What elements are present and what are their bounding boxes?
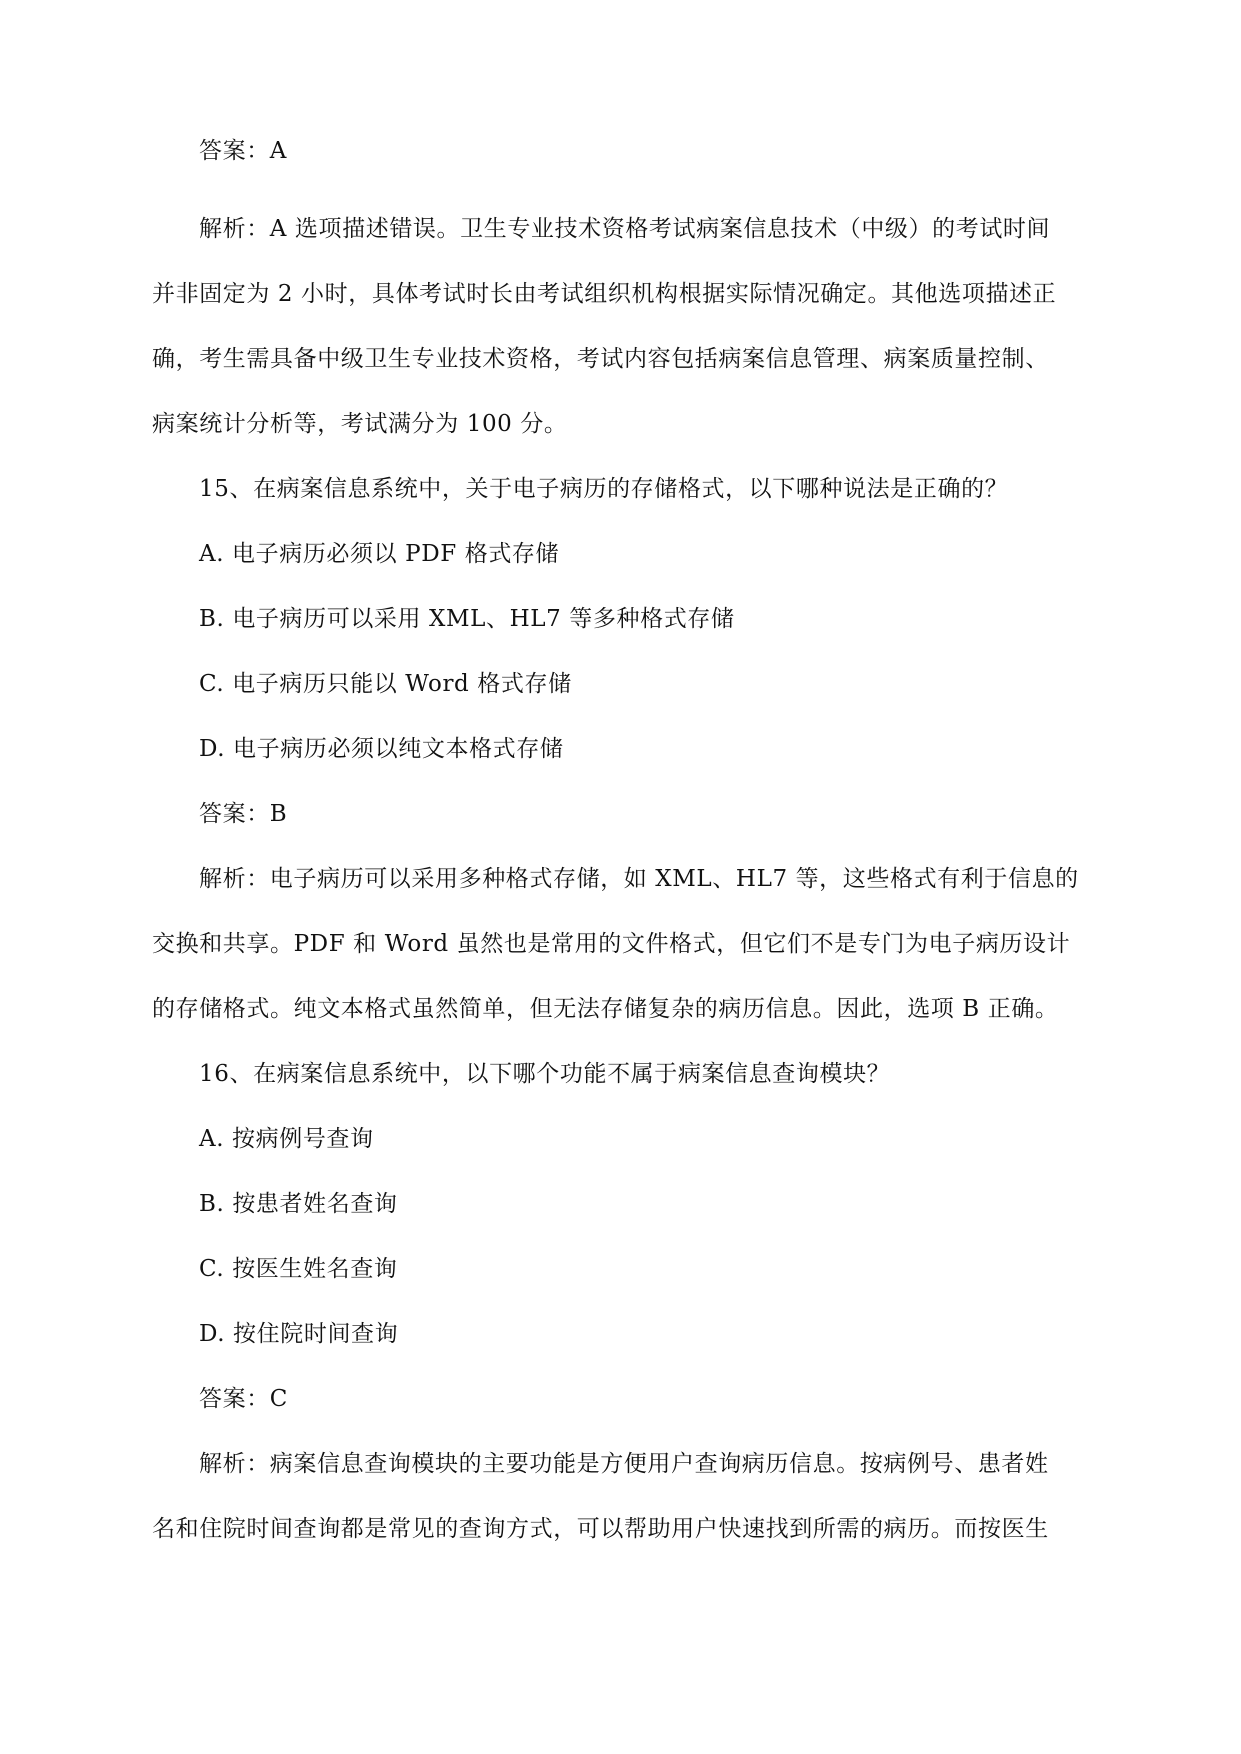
q16-option-b: B. 按患者姓名查询 — [199, 1191, 398, 1217]
q15-answer: 答案：B — [199, 801, 288, 827]
q16-analysis-line-2: 名和住院时间查询都是常见的查询方式，可以帮助用户快速找到所需的病历。而按医生 — [152, 1516, 1049, 1542]
q16-question: 16、在病案信息系统中，以下哪个功能不属于病案信息查询模块？ — [199, 1061, 891, 1087]
q16-option-c: C. 按医生姓名查询 — [199, 1256, 398, 1282]
q15-option-d: D. 电子病历必须以纯文本格式存储 — [199, 736, 564, 762]
q14-answer: 答案：A — [199, 138, 288, 164]
q16-answer: 答案：C — [199, 1386, 288, 1412]
q15-analysis-line-1: 解析：电子病历可以采用多种格式存储，如 XML、HL7 等，这些格式有利于信息的 — [199, 866, 1079, 892]
q15-analysis-line-3: 的存储格式。纯文本格式虽然简单，但无法存储复杂的病历信息。因此，选项 B 正确。 — [152, 996, 1059, 1022]
q15-analysis-line-2: 交换和共享。PDF 和 Word 虽然也是常用的文件格式，但它们不是专门为电子病历设计 — [152, 931, 1071, 957]
q14-analysis-line-2: 并非固定为 2 小时，具体考试时长由考试组织机构根据实际情况确定。其他选项描述正 — [152, 281, 1057, 307]
q14-analysis-line-4: 病案统计分析等，考试满分为 100 分。 — [152, 411, 568, 437]
q15-option-c: C. 电子病历只能以 Word 格式存储 — [199, 671, 572, 697]
q15-option-a: A. 电子病历必须以 PDF 格式存储 — [199, 541, 560, 567]
q16-analysis-line-1: 解析：病案信息查询模块的主要功能是方便用户查询病历信息。按病例号、患者姓 — [199, 1451, 1049, 1477]
q14-analysis-line-3: 确，考生需具备中级卫生专业技术资格，考试内容包括病案信息管理、病案质量控制、 — [152, 346, 1049, 372]
q14-analysis-line-1: 解析：A 选项描述错误。卫生专业技术资格考试病案信息技术（中级）的考试时间 — [199, 216, 1051, 242]
q16-option-a: A. 按病例号查询 — [199, 1126, 374, 1152]
q15-option-b: B. 电子病历可以采用 XML、HL7 等多种格式存储 — [199, 606, 735, 632]
q15-question: 15、在病案信息系统中，关于电子病历的存储格式，以下哪种说法是正确的？ — [199, 476, 1009, 502]
q16-option-d: D. 按住院时间查询 — [199, 1321, 399, 1347]
